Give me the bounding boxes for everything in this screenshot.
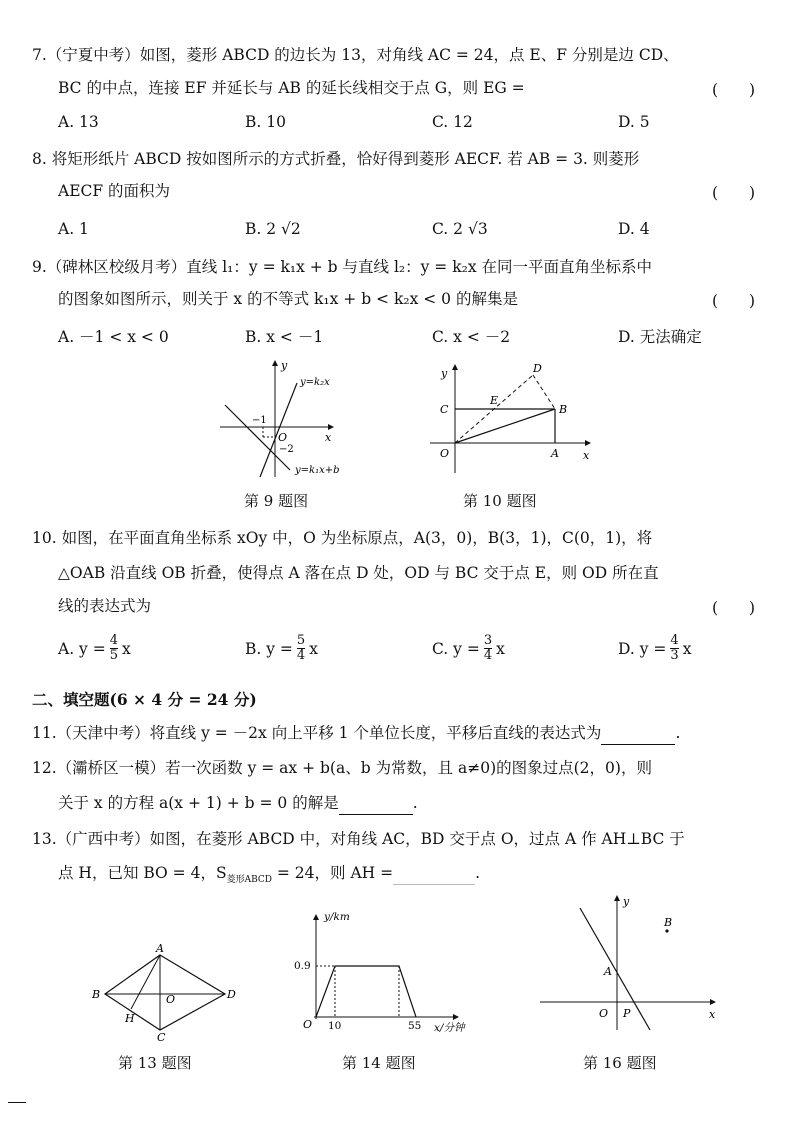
fig9-x-label: x	[325, 431, 332, 444]
q13-end: .	[475, 864, 481, 882]
fig14-tick-10: 10	[328, 1020, 342, 1032]
fig14-caption: 第 14 题图	[342, 1054, 416, 1072]
fig9-caption: 第 9 题图	[244, 492, 309, 510]
q10-option-c-pre: C. y =	[432, 639, 480, 658]
q7-option-d: D. 5	[618, 113, 650, 131]
q10-option-c-post: x	[496, 639, 505, 658]
q10-option-d-post: x	[682, 639, 692, 658]
q13-text-b: = 24，则 AH =	[271, 864, 394, 882]
q7-line2: BC 的中点，连接 EF 并延长与 AB 的延长线相交于点 G，则 EG =	[58, 79, 525, 97]
fig16-x-label: x	[709, 1008, 716, 1021]
q9-option-d: D. 无法确定	[618, 328, 702, 346]
q7-option-c: C. 12	[432, 113, 473, 131]
fraction-denominator: 4	[483, 648, 493, 663]
q9-option-c: C. x < －2	[432, 328, 511, 346]
q12-line2	[58, 792, 418, 815]
q12-end: .	[412, 794, 418, 812]
fig16-point-p: P	[623, 1007, 631, 1020]
fig10-caption: 第 10 题图	[463, 492, 537, 510]
q11-text: 11.（天津中考）将直线 y = －2x 向上平移 1 个单位长度，平移后直线的表达式为	[32, 724, 602, 742]
q13-line1: 13.（广西中考）如图，在菱形 ABCD 中，对角线 AC，BD 交于点 O，过点 A 作 AH⊥BC 于	[32, 830, 685, 848]
fig10-x-label: x	[583, 449, 590, 462]
q10-line3: 线的表达式为	[58, 597, 152, 615]
q8-option-a: A. 1	[58, 220, 89, 238]
q10-option-c	[432, 634, 505, 663]
fraction-numerator: 4	[109, 633, 118, 648]
q9-answer-paren: ( )	[712, 292, 756, 310]
q13-text-a: 点 H，已知 BO = 4，S	[58, 864, 227, 882]
fraction-denominator: 4	[296, 648, 306, 663]
q10-option-d-pre: D. y =	[618, 639, 667, 658]
fig16-point-b: B	[664, 916, 673, 929]
q9-line2: 的图象如图所示，则关于 x 的不等式 k₁x + b < k₂x < 0 的解集是	[58, 290, 518, 308]
fig13-caption: 第 13 题图	[118, 1054, 192, 1072]
fig9-y-label: y	[281, 359, 288, 372]
fig13-point-o: O	[166, 993, 176, 1006]
fig14-y-label: y/km	[324, 911, 350, 923]
q10-option-b-fraction	[297, 634, 305, 663]
q8-option-b: B. 2 √2	[245, 220, 301, 238]
q11-answer-blank[interactable]	[601, 722, 675, 745]
fig10-point-a: A	[551, 447, 559, 460]
q8-answer-paren: ( )	[712, 184, 756, 202]
fraction-numerator: 5	[296, 633, 306, 648]
fig9-tick-minus2: −2	[279, 444, 294, 455]
q8-line2: AECF 的面积为	[58, 182, 171, 200]
q10-option-b	[245, 634, 318, 663]
q10-answer-paren: ( )	[712, 599, 756, 617]
fig9-line-l2	[260, 383, 297, 477]
fraction-numerator: 3	[483, 633, 493, 648]
fig9-l2-label: y=k₂x	[300, 377, 330, 388]
fig10-point-b: B	[559, 403, 568, 416]
fig14-tick-55: 55	[408, 1020, 422, 1032]
q10-line2: △OAB 沿直线 OB 折叠，使得点 A 落在点 D 处，OD 与 BC 交于点 E，则 OD 所在直	[58, 564, 659, 582]
q9-option-b: B. x < －1	[245, 328, 324, 346]
q13-answer-blank[interactable]	[393, 862, 475, 885]
q9-line1: 9.（碑林区校级月考）直线 l₁：y = k₁x + b 与直线 l₂：y = k₂x 在同一平面直角坐标系中	[32, 258, 652, 276]
fig9-origin: O	[278, 431, 288, 444]
fig14-graph	[316, 966, 416, 1017]
q7-line1: 7.（宁夏中考）如图，菱形 ABCD 的边长为 13，对角线 AC = 24，点 E、F 分别是边 CD、	[32, 46, 679, 64]
fig10-point-d: D	[533, 362, 542, 375]
fig10-point-c: C	[440, 403, 449, 416]
q10-option-a-post: x	[122, 639, 131, 658]
q13-line2	[58, 862, 480, 891]
q10-option-b-pre: B. y =	[245, 639, 293, 658]
fig10-segment-db	[533, 375, 555, 409]
fig14-x-label: x/分钟	[434, 1022, 465, 1034]
q10-option-a-fraction	[110, 634, 118, 663]
q8-option-c: C. 2 √3	[432, 220, 488, 238]
q10-line1: 10. 如图，在平面直角坐标系 xOy 中，O 为坐标原点，A(3，0)，B(3，1)，C(0，1)，将	[32, 529, 653, 547]
fig9-tick-minus1: −1	[252, 415, 267, 426]
q10-option-b-post: x	[309, 639, 318, 658]
fig9-l1-label: y=k₁x+b	[295, 465, 340, 476]
fraction-denominator: 3	[670, 648, 679, 663]
fig16-origin: O	[599, 1007, 609, 1020]
fig13-segment-ah	[131, 955, 160, 1009]
fig13-point-a: A	[156, 942, 164, 955]
q8-line1: 8. 将矩形纸片 ABCD 按如图所示的方式折叠，恰好得到菱形 AECF. 若 AB = 3. 则菱形	[32, 150, 640, 168]
fig16-point-b-dot	[665, 929, 668, 932]
q10-option-d	[618, 634, 691, 663]
q7-option-a: A. 13	[58, 113, 99, 131]
fraction-numerator: 4	[670, 633, 679, 648]
fraction-denominator: 5	[109, 648, 118, 663]
figure-16	[535, 890, 725, 1040]
q12-text: 关于 x 的方程 a(x + 1) + b = 0 的解是	[58, 794, 339, 812]
section-2-heading: 二、填空题(6 × 4 分 = 24 分)	[32, 690, 257, 709]
fig13-point-d: D	[227, 988, 236, 1001]
footer-mark	[8, 1102, 26, 1103]
figure-13	[85, 940, 245, 1045]
figure-9	[215, 355, 365, 480]
q10-option-a-pre: A. y =	[58, 639, 106, 658]
fig14-origin: O	[303, 1018, 313, 1031]
q8-option-d: D. 4	[618, 220, 650, 238]
q10-option-d-fraction	[670, 634, 678, 663]
q7-answer-paren: ( )	[712, 81, 756, 99]
fig16-caption: 第 16 题图	[583, 1054, 657, 1072]
q9-option-a: A. －1 < x < 0	[58, 328, 169, 346]
fig16-line	[580, 908, 650, 1030]
q10-option-c-fraction	[484, 634, 492, 663]
fig13-point-c: C	[157, 1031, 166, 1044]
fig10-point-e: E	[490, 394, 499, 407]
fig10-origin: O	[440, 447, 450, 460]
fig16-point-a: A	[604, 965, 612, 978]
fig13-point-h: H	[125, 1012, 135, 1025]
q13-subscript: 菱形ABCD	[226, 875, 272, 886]
fig14-tick-0-9: 0.9	[294, 960, 311, 972]
q12-answer-blank[interactable]	[339, 792, 413, 815]
fig13-point-b: B	[92, 988, 101, 1001]
fig10-segment-ob	[455, 409, 555, 443]
fig16-y-label: y	[623, 895, 630, 908]
q7-option-b: B. 10	[245, 113, 286, 131]
q12-line1: 12.（灞桥区一模）若一次函数 y = ax + b(a、b 为常数，且 a≠0)的图象过点(2，0)，则	[32, 759, 652, 777]
q11-line	[32, 722, 680, 745]
figure-14	[288, 905, 468, 1040]
fig13-rhombus	[105, 955, 225, 1030]
q11-end: .	[675, 724, 681, 742]
figure-10	[420, 355, 600, 480]
q10-option-a	[58, 634, 131, 663]
fig10-y-label: y	[441, 367, 448, 380]
